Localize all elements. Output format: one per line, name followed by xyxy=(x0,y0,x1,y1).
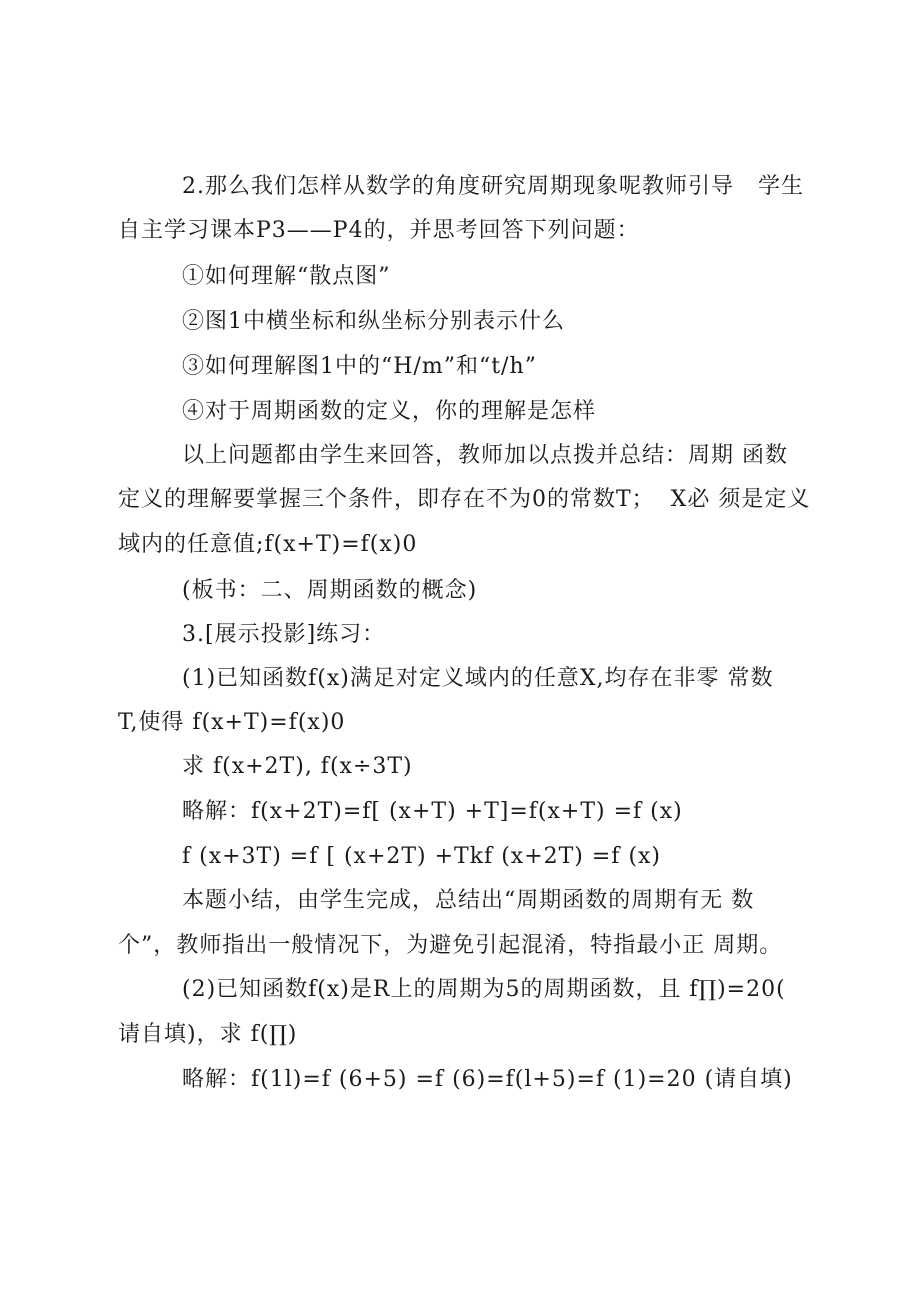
text-line-20: 请自填)，求 f(∏) xyxy=(118,1022,298,1047)
text-line-14: 求 f(x+2T), f(x÷3T) xyxy=(182,754,413,779)
text-line-13: T,使得 f(x+T)=f(x)0 xyxy=(118,710,346,735)
text-line-16: f (x+3T) =f [ (x+2T) +Tkf (x+2T) =f (x) xyxy=(182,844,662,869)
text-line-18: 个”，教师指出一般情况下，为避免引起混淆，特指最小正 周期。 xyxy=(118,933,783,958)
text-line-17: 本题小结，由学生完成，总结出“周期函数的周期有无 数 xyxy=(182,888,755,913)
text-line-15: 略解：f(x+2T)=f[ (x+T) +T]=f(x+T) =f (x) xyxy=(182,799,683,824)
text-line-9: 域内的任意值;f(x+T)=f(x)0 xyxy=(118,532,418,557)
text-line-11: 3.[展示投影]练习： xyxy=(182,622,386,647)
text-line-12: (1)已知函数f(x)满足对定义域内的任意X,均存在非零 常数 xyxy=(182,666,774,691)
text-line-3: ①如何理解“散点图” xyxy=(182,264,391,289)
text-line-1: 2.那么我们怎样从数学的角度研究周期现象呢教师引导 学生 xyxy=(182,174,804,199)
text-line-5: ③如何理解图1中的“H/m”和“t/h” xyxy=(182,354,537,379)
text-line-21: 略解：f(1l)=f (6+5) =f (6)=f(l+5)=f (1)=20 (请自填) xyxy=(182,1067,793,1092)
text-line-19: (2)已知函数f(x)是R上的周期为5的周期函数，且 f∏)=20( xyxy=(182,977,786,1002)
text-line-6: ④对于周期函数的定义，你的理解是怎样 xyxy=(182,399,597,424)
text-line-4: ②图1中横坐标和纵坐标分别表示什么 xyxy=(182,309,565,334)
text-line-8: 定义的理解要掌握三个条件，即存在不为0的常数T； X必 须是定义 xyxy=(118,487,811,512)
text-line-7: 以上问题都由学生来回答，教师加以点拨并总结：周期 函数 xyxy=(182,443,788,468)
text-line-2: 自主学习课本P3——P4的，并思考回答下列问题： xyxy=(118,218,640,243)
text-line-10: (板书：二、周期函数的概念) xyxy=(182,578,478,603)
